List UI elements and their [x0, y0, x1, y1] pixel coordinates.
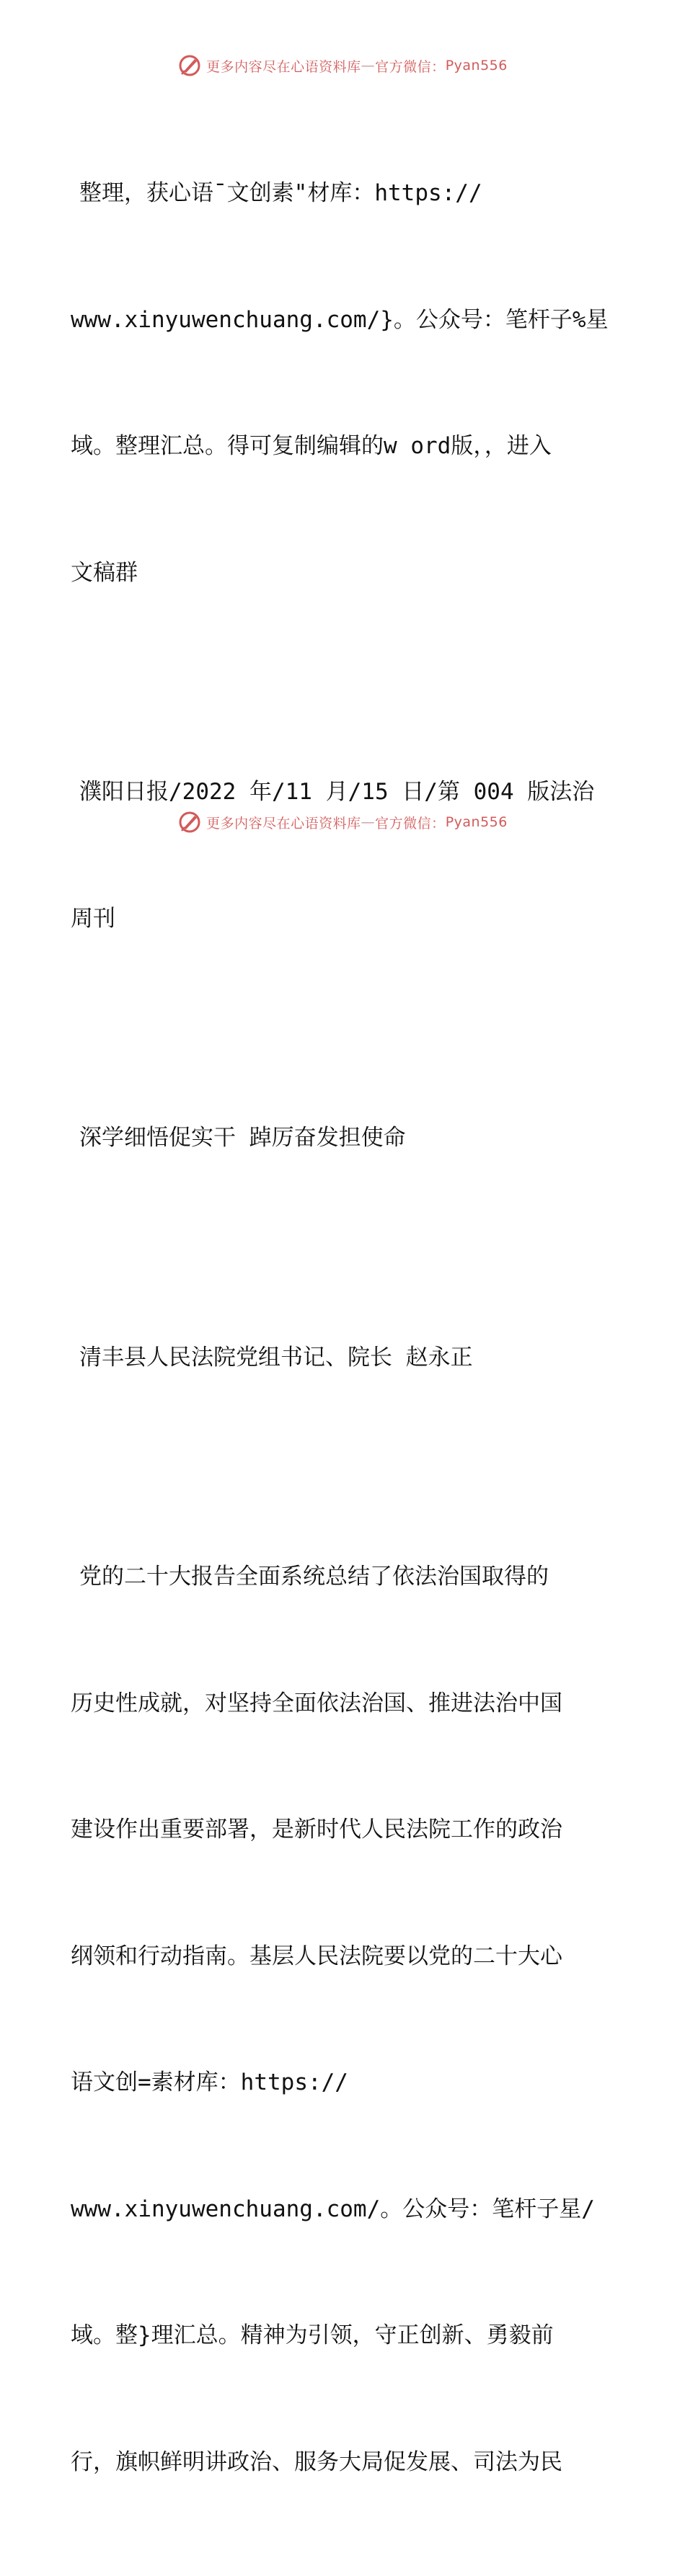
banner-wechat-label: 官方微信： [375, 58, 446, 75]
header-banner [0, 51, 685, 80]
text-line: 整理，获心语¯文创素"材库：https:// [79, 180, 482, 206]
text-line: 域。整}理汇总。精神为引领，守正创新、勇毅前 [71, 2322, 554, 2348]
text-line: 域。整理汇总。得可复制编辑的w ord版，，进入 [71, 433, 552, 459]
paragraph-author [71, 1252, 619, 1463]
paragraph-title [71, 1033, 619, 1244]
text-line: 党的二十大报告全面系统总结了依法治国取得的 [79, 1564, 549, 1590]
article-title: 深学细悟促实干 踔厉奋发担使命 [79, 1125, 406, 1151]
text-line: www.xinyuwenchuang.com/}。公众号：笔杆子%星 [71, 306, 609, 333]
text-line: 语文创=素材库：https:// [71, 2069, 348, 2095]
banner-separator: — [361, 814, 376, 830]
banner-separator: — [361, 58, 376, 73]
banner-wechat-id: Pyan556 [445, 814, 508, 830]
text-line: 历史性成就，对坚持全面依法治国、推进法治中国 [71, 1690, 562, 1716]
footer-banner [0, 808, 685, 837]
banner-text: 更多内容尽在心语资料库 [206, 58, 361, 75]
text-line: 文稿群 [71, 559, 138, 586]
banner-wechat-id: Pyan556 [445, 58, 508, 73]
quill-circle-icon [177, 810, 202, 834]
paragraph-body [71, 1471, 619, 2567]
text-line: 行，旗帜鲜明讲政治、服务大局促发展、司法为民 [71, 2448, 562, 2475]
article-author: 清丰县人民法院党组书记、院长 赵永正 [79, 1344, 473, 1371]
text-line: 濮阳日报/2022 年/11 月/15 日/第 004 版法治 [79, 779, 595, 805]
quill-circle-icon [177, 53, 202, 78]
banner-text: 更多内容尽在心语资料库 [206, 815, 361, 832]
text-line: www.xinyuwenchuang.com/。公众号：笔杆子星/ [71, 2196, 595, 2222]
paragraph-source [71, 687, 619, 1024]
text-line: 建设作出重要部署，是新时代人民法院工作的政治 [71, 1817, 562, 1842]
paragraph-intro [71, 88, 619, 678]
document-body [71, 88, 619, 2576]
banner-wechat-label: 官方微信： [375, 815, 446, 832]
text-line: 周刊 [71, 905, 115, 932]
text-line: 纲领和行动指南。基层人民法院要以党的二十大心 [71, 1943, 562, 1969]
